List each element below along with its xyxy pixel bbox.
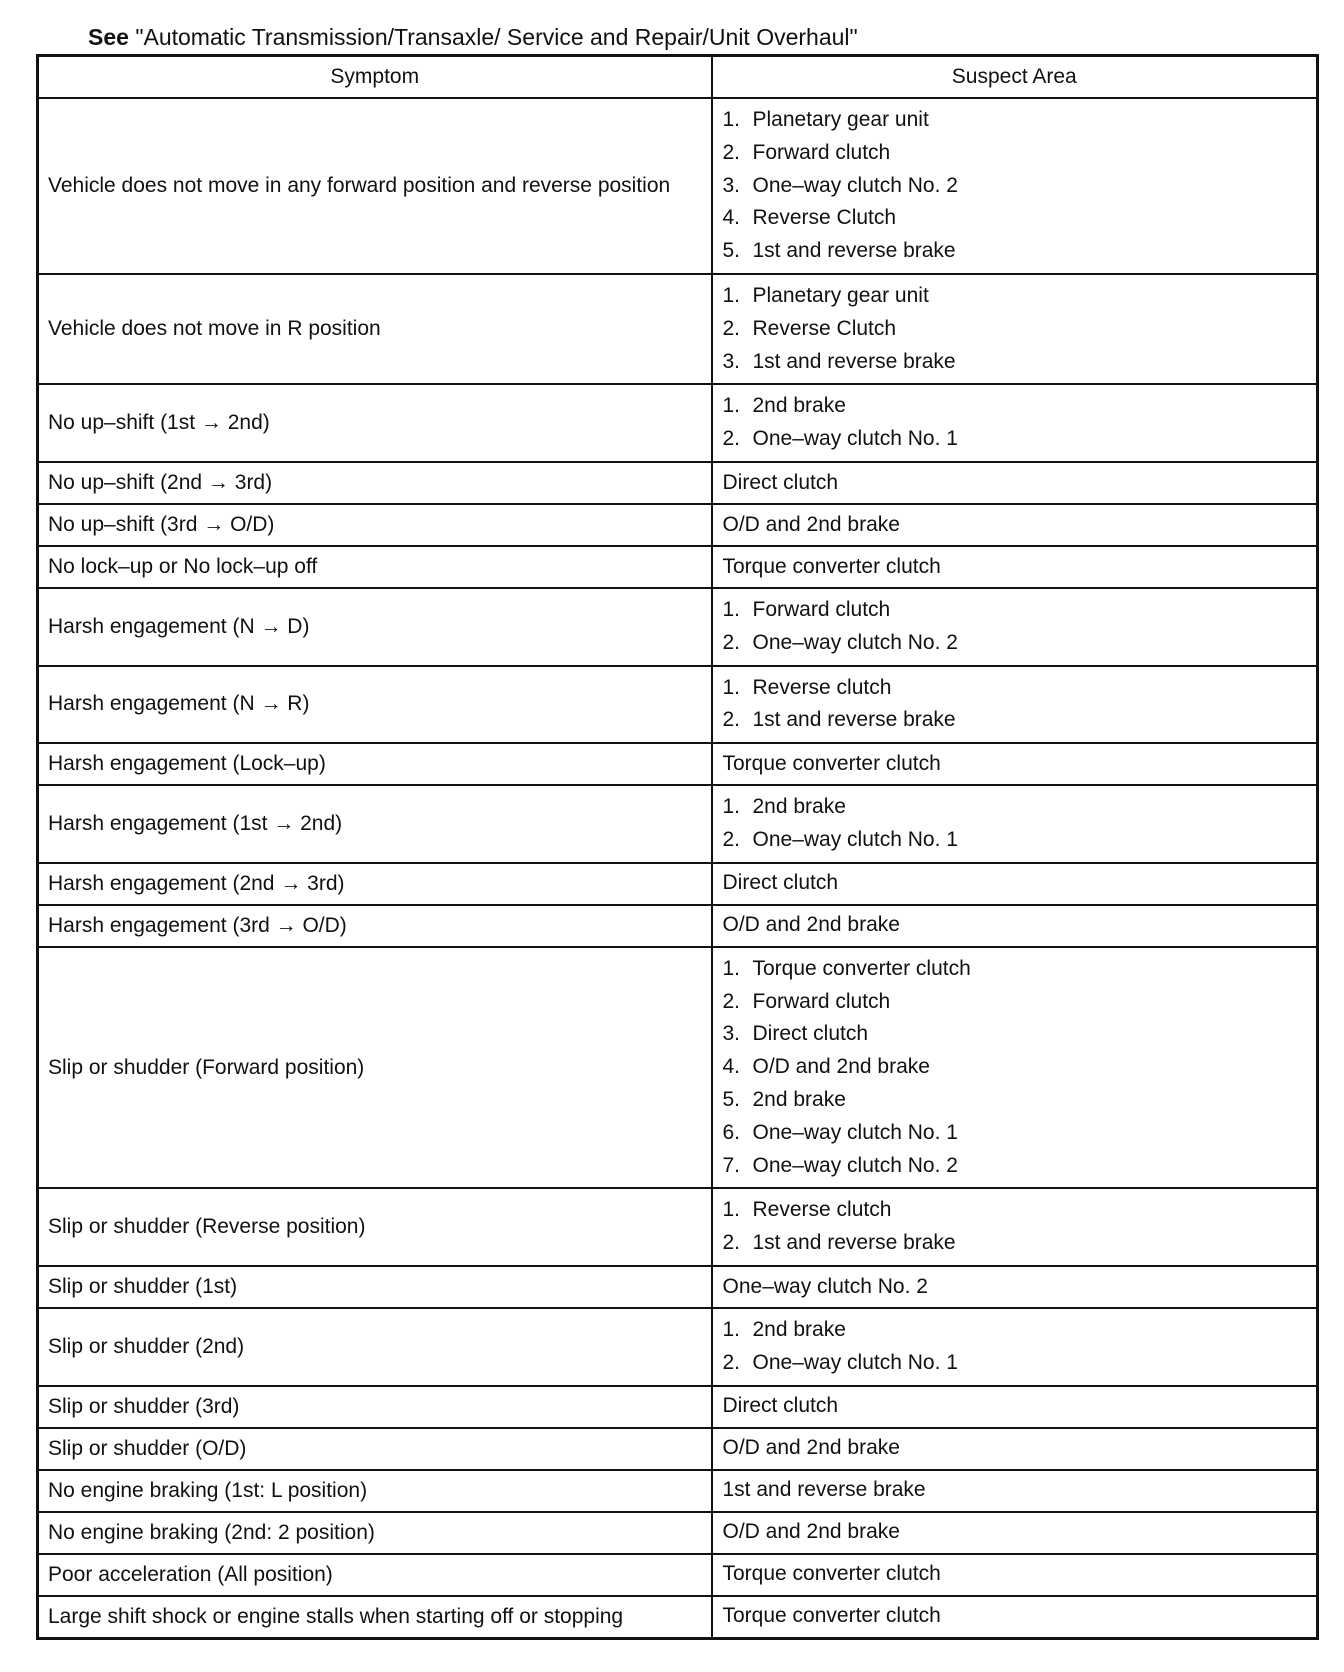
suspect-parts-list — [723, 1194, 1307, 1260]
suspect-part-item — [723, 104, 1307, 137]
suspect-part-item — [723, 170, 1307, 203]
suspect-part-item — [723, 594, 1307, 627]
list-number: 3. — [722, 349, 741, 373]
list-number: 1. — [722, 1317, 741, 1341]
list-number: 2. — [722, 427, 741, 451]
table-row — [38, 666, 1318, 744]
suspect-part-item — [723, 704, 1307, 737]
suspect-part-item — [723, 953, 1307, 986]
table-row — [38, 274, 1318, 384]
suspect-part-item — [723, 1194, 1307, 1227]
see-label: See — [88, 24, 129, 50]
suspect-part-label: 1st and reverse brake — [752, 239, 956, 263]
list-number: 4. — [722, 1055, 741, 1079]
suspect-part-label: Reverse Clutch — [752, 316, 897, 340]
list-number: 4. — [722, 206, 741, 230]
suspect-part-item — [723, 627, 1307, 660]
table-row — [38, 1554, 1318, 1596]
suspect-area-cell: Torque converter clutch — [712, 1554, 1318, 1596]
suspect-part-label: Planetary gear unit — [752, 283, 929, 307]
suspect-area-cell: Torque converter clutch — [712, 1596, 1318, 1639]
suspect-area-cell — [712, 98, 1318, 274]
suspect-part-label: One–way clutch No. 2 — [752, 1153, 958, 1177]
list-number: 3. — [722, 1022, 741, 1046]
suspect-part-item — [723, 986, 1307, 1019]
suspect-part-label: 2nd brake — [752, 1317, 846, 1341]
suspect-part-label: Reverse clutch — [752, 1198, 892, 1222]
table-row — [38, 905, 1318, 947]
suspect-part-item — [723, 672, 1307, 705]
suspect-part-item — [723, 1314, 1307, 1347]
suspect-part-label: Forward clutch — [752, 140, 891, 164]
suspect-part-item — [723, 1084, 1307, 1117]
suspect-part-item — [723, 235, 1307, 268]
suspect-area-cell: O/D and 2nd brake — [712, 1428, 1318, 1470]
symptom-cell: Large shift shock or engine stalls when starting off or stopping — [38, 1596, 712, 1639]
document-page — [36, 20, 1316, 1640]
suspect-part-label: 2nd brake — [752, 394, 846, 418]
suspect-part-label: One–way clutch No. 1 — [752, 1120, 958, 1144]
table-row — [38, 462, 1318, 504]
symptom-cell: Harsh engagement (N → R) — [38, 666, 712, 744]
suspect-part-label: Reverse Clutch — [752, 206, 897, 230]
suspect-part-label: Forward clutch — [752, 989, 891, 1013]
suspect-part-label: Planetary gear unit — [752, 108, 929, 131]
symptom-cell: No up–shift (3rd → O/D) — [38, 504, 712, 546]
symptom-cell: No lock–up or No lock–up off — [38, 546, 712, 588]
table-row — [38, 863, 1318, 905]
suspect-part-item — [723, 791, 1307, 824]
suspect-part-label: One–way clutch No. 1 — [752, 427, 958, 451]
list-number: 2. — [722, 630, 741, 654]
list-number: 1. — [722, 394, 741, 418]
symptom-cell: Slip or shudder (O/D) — [38, 1428, 712, 1470]
table-row — [38, 384, 1318, 462]
reference-note — [88, 20, 1316, 54]
symptom-cell: Poor acceleration (All position) — [38, 1554, 712, 1596]
list-number: 2. — [722, 1231, 741, 1255]
suspect-part-item — [723, 1150, 1307, 1183]
suspect-area-cell: One–way clutch No. 2 — [712, 1266, 1318, 1308]
list-number: 3. — [722, 173, 741, 197]
suspect-area-cell — [712, 785, 1318, 863]
suspect-parts-list — [723, 1314, 1307, 1380]
suspect-part-item — [723, 346, 1307, 379]
symptom-cell: No engine braking (1st: L position) — [38, 1470, 712, 1512]
symptom-cell: Slip or shudder (1st) — [38, 1266, 712, 1308]
symptom-cell: Vehicle does not move in R position — [38, 274, 712, 384]
symptom-cell: Slip or shudder (Forward position) — [38, 947, 712, 1189]
suspect-part-item — [723, 137, 1307, 170]
table-row — [38, 785, 1318, 863]
symptom-cell: Harsh engagement (N → D) — [38, 588, 712, 666]
list-number: 2. — [722, 316, 741, 340]
suspect-area-cell — [712, 274, 1318, 384]
list-number: 7. — [722, 1153, 741, 1177]
symptom-cell: Vehicle does not move in any forward position and reverse position — [38, 98, 712, 274]
table-row — [38, 743, 1318, 785]
table-row — [38, 1266, 1318, 1308]
suspect-parts-list — [723, 953, 1307, 1183]
suspect-part-label: Reverse clutch — [752, 675, 892, 699]
table-row — [38, 1428, 1318, 1470]
suspect-part-label: One–way clutch No. 1 — [752, 1350, 958, 1374]
suspect-area-cell — [712, 666, 1318, 744]
symptom-cell: No engine braking (2nd: 2 position) — [38, 1512, 712, 1554]
suspect-area-cell: Torque converter clutch — [712, 546, 1318, 588]
diagnosis-table — [36, 54, 1319, 1640]
list-number: 2. — [722, 140, 741, 164]
table-header-row — [38, 56, 1318, 99]
symptom-cell: No up–shift (2nd → 3rd) — [38, 462, 712, 504]
suspect-part-label: 1st and reverse brake — [752, 708, 956, 732]
suspect-part-label: 1st and reverse brake — [752, 349, 956, 373]
suspect-part-item — [723, 390, 1307, 423]
column-header-symptom: Symptom — [38, 56, 712, 99]
list-number: 5. — [722, 1087, 741, 1111]
suspect-part-label: 2nd brake — [752, 1087, 846, 1111]
suspect-area-cell: Direct clutch — [712, 863, 1318, 905]
suspect-area-cell — [712, 384, 1318, 462]
suspect-parts-list — [723, 672, 1307, 738]
list-number: 5. — [722, 239, 741, 263]
suspect-part-item — [723, 313, 1307, 346]
table-row — [38, 1512, 1318, 1554]
table-row — [38, 1470, 1318, 1512]
table-row — [38, 1596, 1318, 1639]
table-body — [38, 98, 1318, 1638]
table-row — [38, 98, 1318, 274]
suspect-part-label: One–way clutch No. 2 — [752, 630, 958, 654]
list-number: 1. — [722, 108, 741, 131]
suspect-area-cell — [712, 1308, 1318, 1386]
suspect-part-item — [723, 423, 1307, 456]
suspect-part-label: One–way clutch No. 1 — [752, 827, 958, 851]
suspect-part-item — [723, 1051, 1307, 1084]
symptom-cell: Harsh engagement (3rd → O/D) — [38, 905, 712, 947]
suspect-area-cell: O/D and 2nd brake — [712, 504, 1318, 546]
suspect-area-cell — [712, 588, 1318, 666]
suspect-part-item — [723, 280, 1307, 313]
suspect-parts-list — [723, 791, 1307, 857]
table-row — [38, 1386, 1318, 1428]
symptom-cell: Slip or shudder (Reverse position) — [38, 1188, 712, 1266]
symptom-cell: Harsh engagement (2nd → 3rd) — [38, 863, 712, 905]
list-number: 2. — [722, 1350, 741, 1374]
suspect-part-item — [723, 202, 1307, 235]
list-number: 1. — [722, 283, 741, 307]
list-number: 2. — [722, 827, 741, 851]
suspect-part-label: Direct clutch — [752, 1022, 869, 1046]
table-row — [38, 546, 1318, 588]
list-number: 2. — [722, 989, 741, 1013]
suspect-area-cell: Torque converter clutch — [712, 743, 1318, 785]
table-row — [38, 947, 1318, 1189]
list-number: 1. — [722, 597, 741, 621]
suspect-part-label: O/D and 2nd brake — [752, 1055, 930, 1079]
list-number: 1. — [722, 1198, 741, 1222]
reference-link-text: "Automatic Transmission/Transaxle/ Service and Repair/Unit Overhaul" — [135, 24, 858, 50]
symptom-cell: Slip or shudder (2nd) — [38, 1308, 712, 1386]
list-number: 2. — [722, 708, 741, 732]
suspect-parts-list — [723, 280, 1307, 378]
column-header-suspect-area: Suspect Area — [712, 56, 1318, 99]
table-row — [38, 588, 1318, 666]
table-row — [38, 504, 1318, 546]
symptom-cell: Harsh engagement (1st → 2nd) — [38, 785, 712, 863]
table-row — [38, 1308, 1318, 1386]
suspect-part-item — [723, 1018, 1307, 1051]
suspect-area-cell: O/D and 2nd brake — [712, 905, 1318, 947]
symptom-cell: Harsh engagement (Lock–up) — [38, 743, 712, 785]
suspect-area-cell — [712, 1188, 1318, 1266]
suspect-part-item — [723, 1347, 1307, 1380]
suspect-part-label: 1st and reverse brake — [752, 1231, 956, 1255]
list-number: 1. — [722, 956, 741, 980]
suspect-area-cell: Direct clutch — [712, 462, 1318, 504]
suspect-parts-list — [723, 104, 1307, 268]
suspect-part-item — [723, 1117, 1307, 1150]
suspect-parts-list — [723, 390, 1307, 456]
suspect-part-label: Forward clutch — [752, 597, 891, 621]
suspect-part-label: One–way clutch No. 2 — [752, 173, 958, 197]
symptom-cell: Slip or shudder (3rd) — [38, 1386, 712, 1428]
suspect-area-cell: Direct clutch — [712, 1386, 1318, 1428]
suspect-part-item — [723, 824, 1307, 857]
suspect-part-label: 2nd brake — [752, 795, 846, 819]
table-row — [38, 1188, 1318, 1266]
list-number: 6. — [722, 1120, 741, 1144]
symptom-cell: No up–shift (1st → 2nd) — [38, 384, 712, 462]
suspect-area-cell: O/D and 2nd brake — [712, 1512, 1318, 1554]
suspect-area-cell — [712, 947, 1318, 1189]
suspect-part-item — [723, 1227, 1307, 1260]
suspect-part-label: Torque converter clutch — [752, 956, 971, 980]
suspect-parts-list — [723, 594, 1307, 660]
suspect-area-cell: 1st and reverse brake — [712, 1470, 1318, 1512]
list-number: 1. — [722, 795, 741, 819]
list-number: 1. — [722, 675, 741, 699]
